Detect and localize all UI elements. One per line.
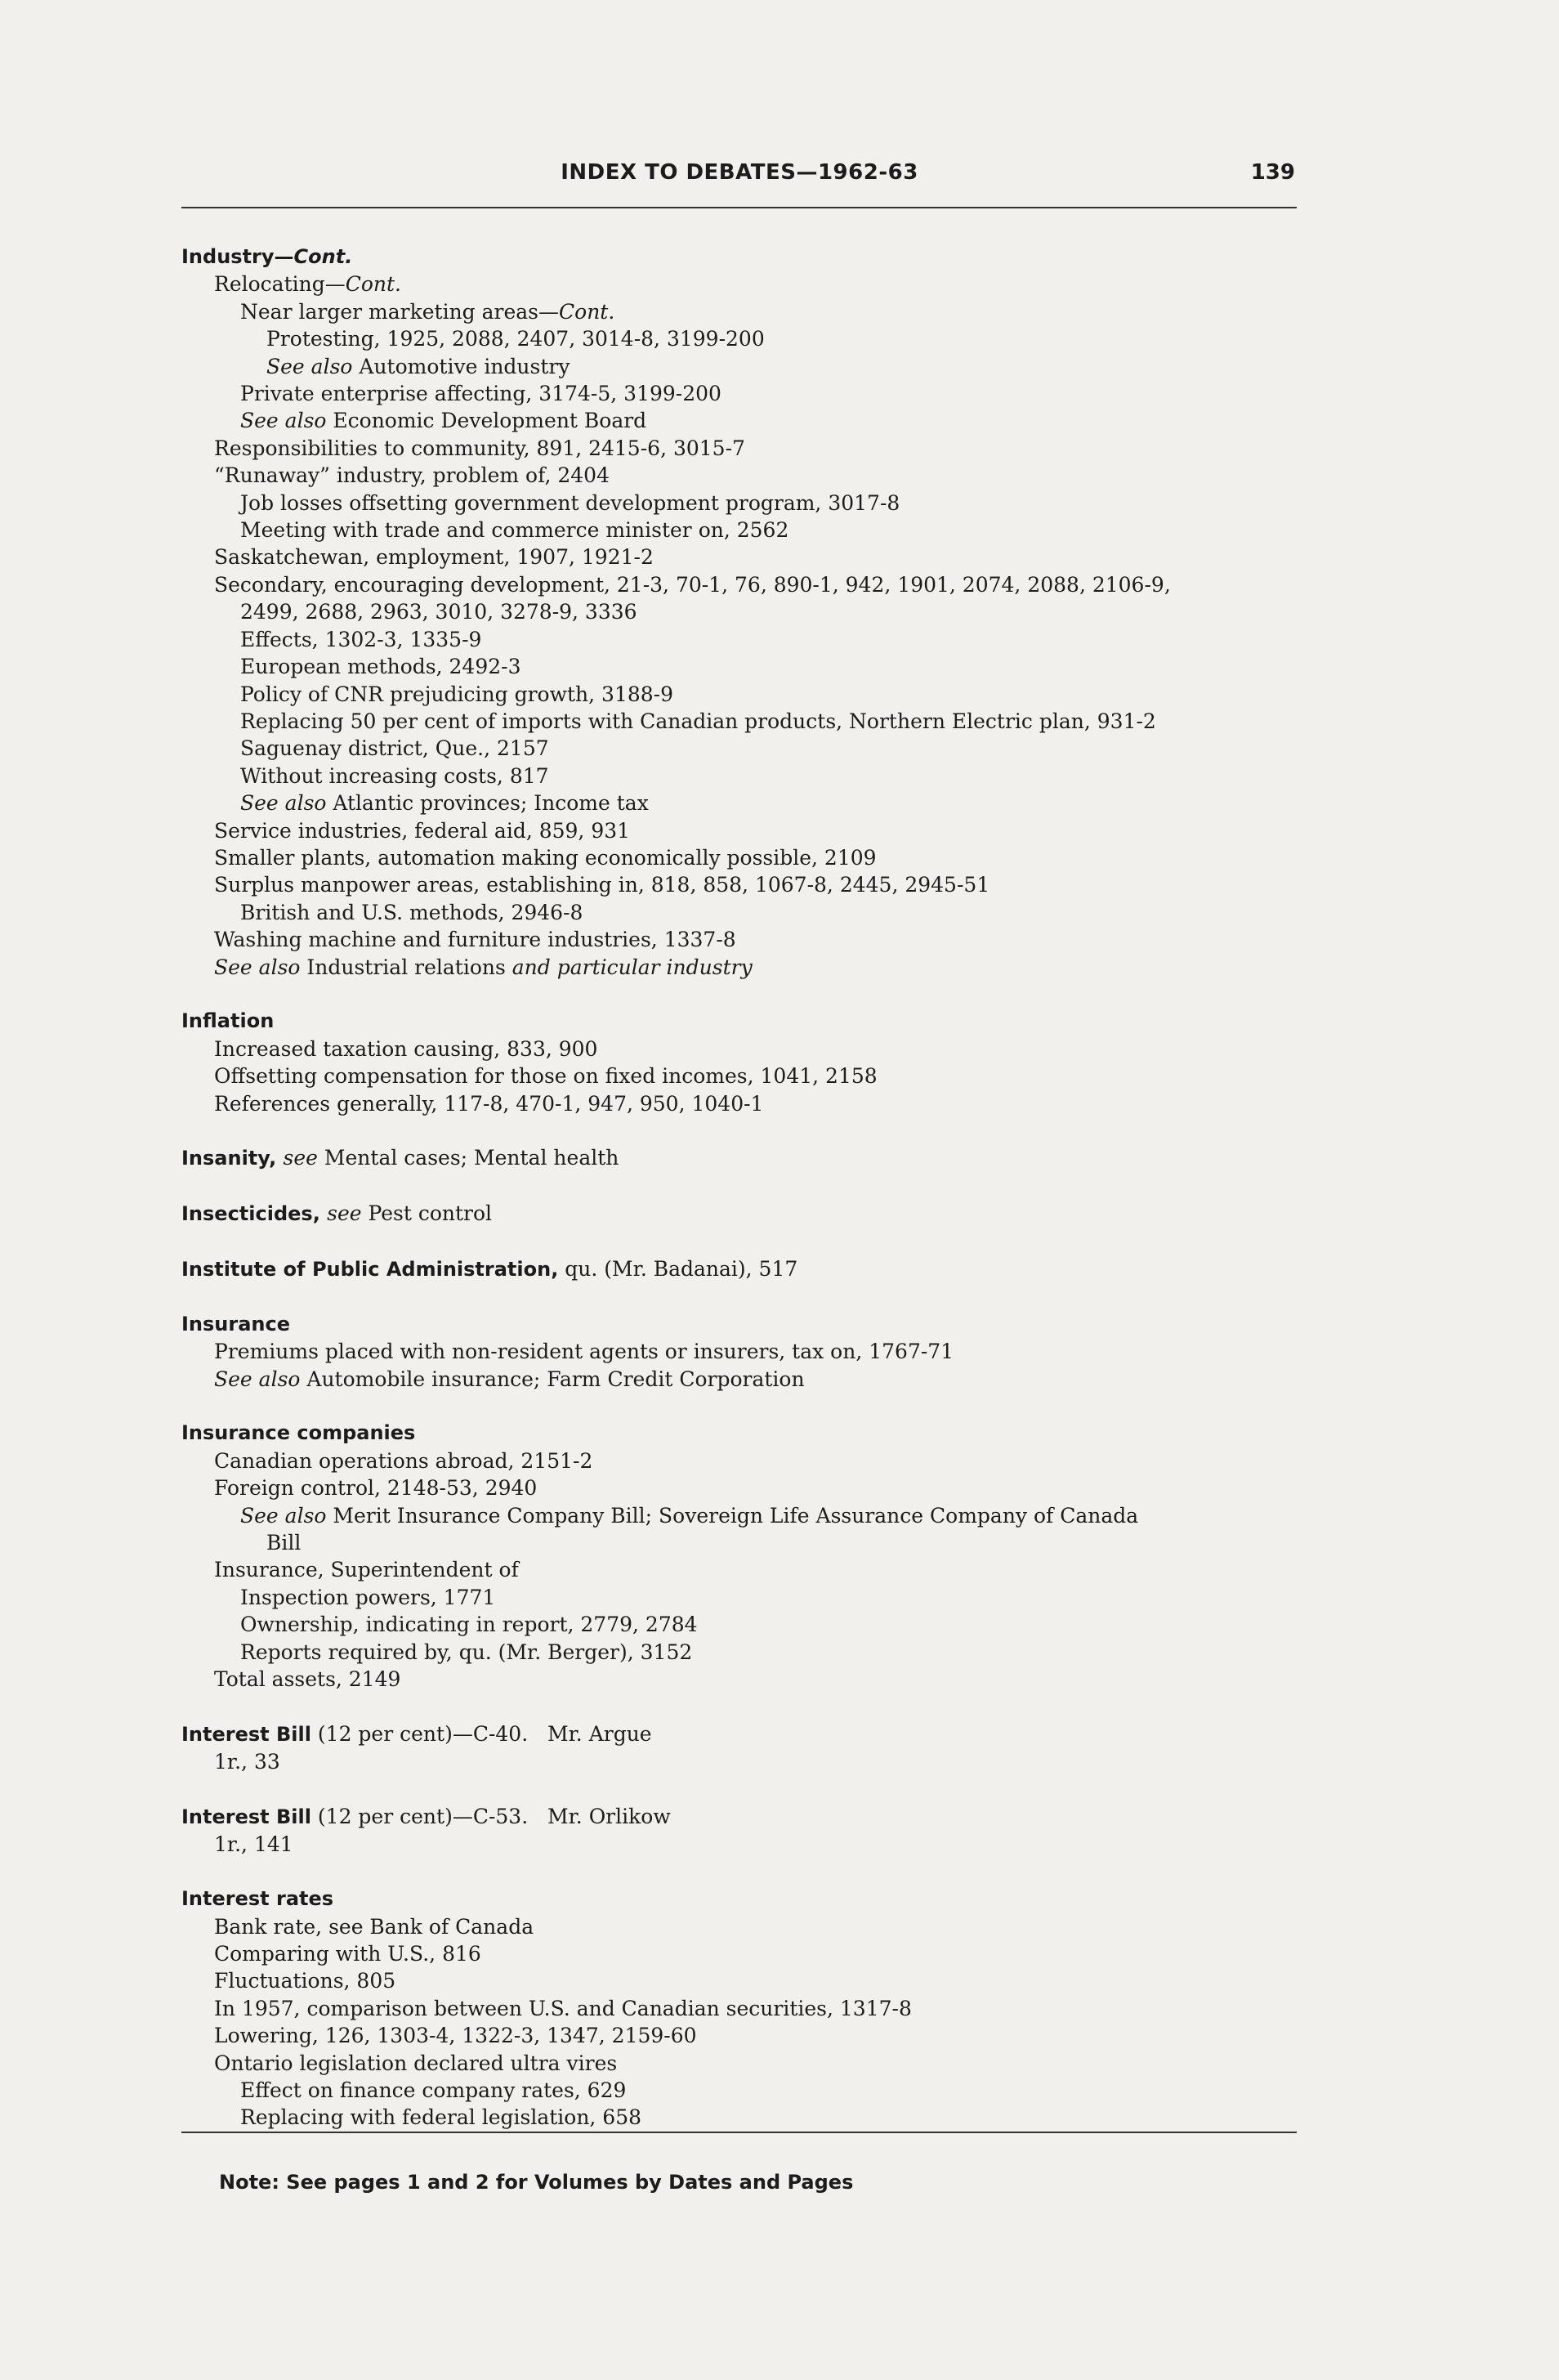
index-entry: Lowering, 126, 1303-4, 1322-3, 1347, 2159-60 [214, 2024, 697, 2048]
index-heading: Insurance companies [181, 1421, 416, 1445]
page-title: INDEX TO DEBATES—1962-63 [561, 160, 918, 185]
index-entry: Job losses offsetting government development program, 3017-8 [240, 490, 900, 515]
index-entry: 1r., 141 [214, 1832, 293, 1857]
see-also-entry: See also Automobile insurance; Farm Credit Corporation [214, 1367, 805, 1391]
index-entry-continuation: Bill [266, 1531, 302, 1555]
index-entry: References generally, 117-8, 470-1, 947, 950, 1040-1 [214, 1091, 764, 1116]
see-also-entry: See also Merit Insurance Company Bill; Sovereign Life Assurance Company of Canada [240, 1503, 1139, 1528]
index-heading-line: Insanity, see Mental cases; Mental health [181, 1146, 619, 1170]
index-entry: Fluctuations, 805 [214, 1969, 396, 1993]
index-entry: “Runaway” industry, problem of, 2404 [214, 463, 610, 488]
page-number: 139 [1250, 160, 1295, 185]
index-entry: European methods, 2492-3 [240, 655, 521, 679]
index-entry: Comparing with U.S., 816 [214, 1942, 481, 1966]
index-entry: Effects, 1302-3, 1335-9 [240, 627, 482, 651]
index-entry: Without increasing costs, 817 [240, 763, 549, 788]
index-heading: Interest rates [181, 1887, 334, 1911]
index-heading: Industry—Cont. [181, 245, 353, 268]
index-entry: Secondary, encouraging development, 21-3, 70-1, 76, 890-1, 942, 1901, 2074, 2088, 2106-9, [214, 572, 1171, 597]
index-entry: British and U.S. methods, 2946-8 [240, 900, 583, 924]
footer-rule [181, 2132, 1297, 2133]
index-entry: Ownership, indicating in report, 2779, 2784 [240, 1613, 698, 1637]
index-entry: Near larger marketing areas—Cont. [240, 299, 615, 324]
index-entry: Effect on finance company rates, 629 [240, 2078, 627, 2103]
index-entry: Insurance, Superintendent of [214, 1558, 519, 1582]
see-also-entry: See also Atlantic provinces; Income tax [240, 791, 649, 816]
index-entry: Policy of CNR prejudicing growth, 3188-9 [240, 682, 674, 706]
index-entry: Responsibilities to community, 891, 2415-6, 3015-7 [214, 436, 745, 460]
index-entry: Washing machine and furniture industries, 1337-8 [214, 928, 736, 952]
index-entry: Protesting, 1925, 2088, 2407, 3014-8, 3199-200 [266, 327, 765, 351]
index-entry: Foreign control, 2148-53, 2940 [214, 1476, 538, 1501]
index-heading: Inflation [181, 1009, 275, 1033]
index-entry: Relocating—Cont. [214, 272, 401, 297]
index-entry: Smaller plants, automation making economically possible, 2109 [214, 845, 877, 870]
index-entry: Ontario legislation declared ultra vires [214, 2051, 618, 2075]
index-entry: Increased taxation causing, 833, 900 [214, 1036, 598, 1061]
footer-note: Note: See pages 1 and 2 for Volumes by Dates and Pages [219, 2171, 854, 2194]
index-entry: Saskatchewan, employment, 1907, 1921-2 [214, 545, 654, 570]
index-entry: Bank rate, see Bank of Canada [214, 1914, 534, 1939]
index-content [181, 244, 1325, 2132]
index-heading: Insurance [181, 1312, 291, 1335]
index-entry: Saguenay district, Que., 2157 [240, 736, 549, 761]
index-entry: Reports required by, qu. (Mr. Berger), 3152 [240, 1640, 693, 1664]
index-entry: Inspection powers, 1771 [240, 1585, 496, 1609]
see-also-entry: See also Economic Development Board [240, 409, 647, 433]
index-entry: Service industries, federal aid, 859, 931 [214, 818, 631, 843]
index-heading-line: Interest Bill (12 per cent)—C-53. Mr. Orlikow [181, 1805, 671, 1829]
index-heading-line: Insecticides, see Pest control [181, 1201, 493, 1226]
index-entry: Canadian operations abroad, 2151-2 [214, 1448, 593, 1473]
index-entry: Total assets, 2149 [214, 1667, 401, 1692]
index-heading-line: Institute of Public Administration, qu. (Mr. Badanai), 517 [181, 1256, 798, 1281]
index-entry: 1r., 33 [214, 1750, 280, 1774]
index-entry: Private enterprise affecting, 3174-5, 3199-200 [240, 382, 721, 406]
index-entry-continuation: 2499, 2688, 2963, 3010, 3278-9, 3336 [240, 600, 637, 624]
index-entry: In 1957, comparison between U.S. and Canadian securities, 1317-8 [214, 1996, 912, 2020]
index-entry: Offsetting compensation for those on fixed incomes, 1041, 2158 [214, 1064, 878, 1089]
index-entry: Premiums placed with non-resident agents or insurers, tax on, 1767-71 [214, 1340, 954, 1364]
see-also-entry: See also Industrial relations and particular industry [214, 955, 753, 979]
index-entry: Meeting with trade and commerce minister on, 2562 [240, 518, 789, 543]
index-entry: Replacing with federal legislation, 658 [240, 2105, 642, 2130]
index-entry: Replacing 50 per cent of imports with Canadian products, Northern Electric plan, 931-2 [240, 709, 1156, 733]
page-header [184, 154, 1295, 195]
index-entry: Surplus manpower areas, establishing in, 818, 858, 1067-8, 2445, 2945-51 [214, 873, 990, 897]
header-rule [181, 207, 1297, 208]
index-heading-line: Interest Bill (12 per cent)—C-40. Mr. Argue [181, 1721, 652, 1746]
see-also-entry: See also Automotive industry [266, 354, 570, 378]
